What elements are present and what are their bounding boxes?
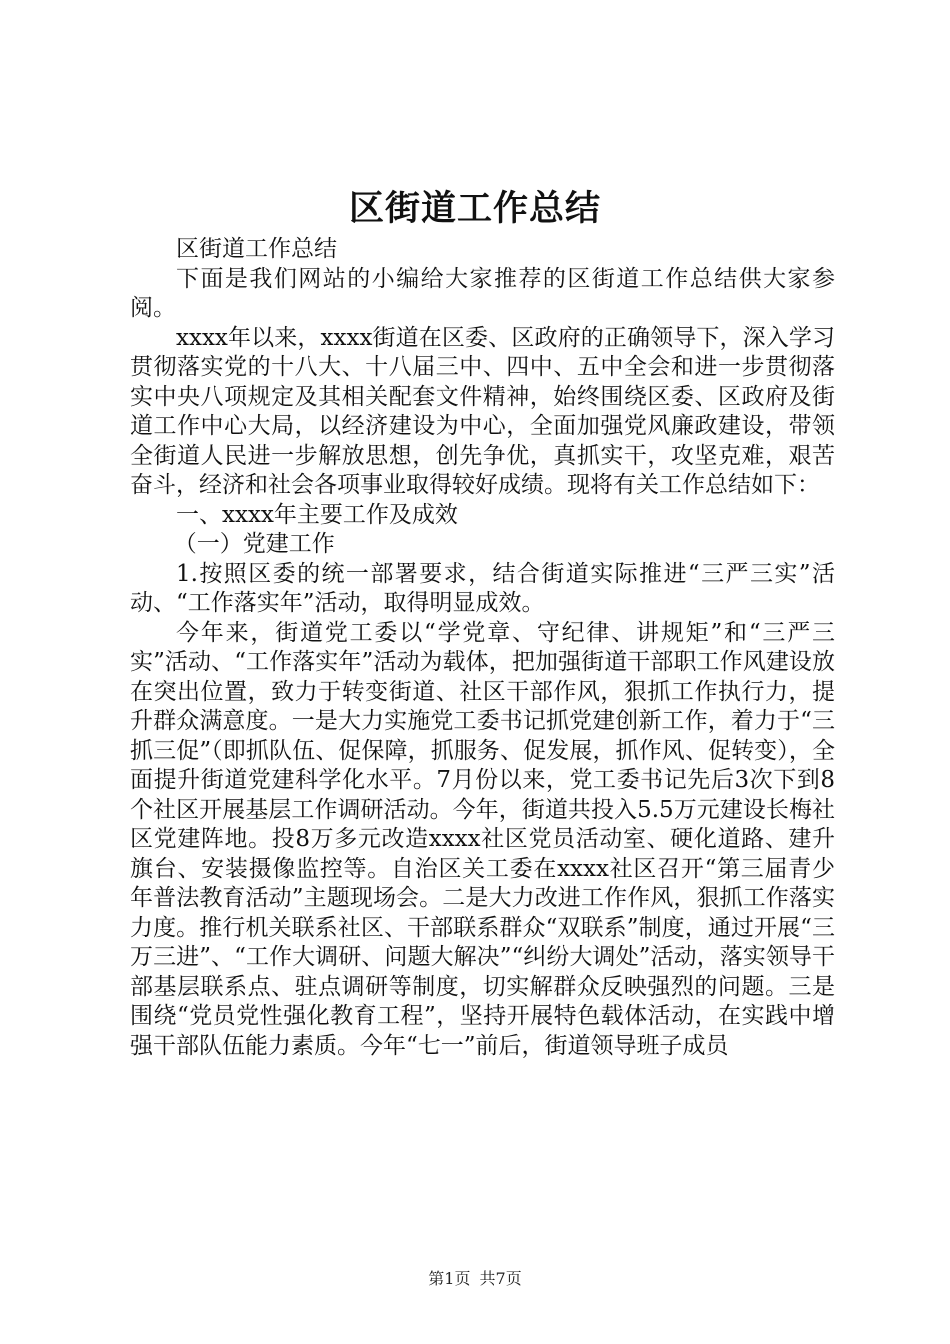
paragraph-overview: xxxx年以来，xxxx街道在区委、区政府的正确领导下，深入学习贯彻落实党的十八大、十八届三中、四中、五中全会和进一步贯彻落实中央八项规定及其相关配套文件精神，始终围绕区委、区政府及街道工作中心大局，以经济建设为中心，全面加强党风廉政建设，带领全街道人民进一步解放思想，创先争优，真抓实干，攻坚克难，艰苦奋斗，经济和社会各项事业取得较好成绩。现将有关工作总结如下： bbox=[130, 324, 835, 498]
page-total: 共7页 bbox=[479, 1269, 522, 1288]
page-footer bbox=[0, 1269, 950, 1289]
section-heading: 一、xxxx年主要工作及成效 bbox=[176, 501, 458, 528]
subsection-heading: （一）党建工作 bbox=[173, 531, 335, 557]
page-number: 第1页 bbox=[428, 1269, 471, 1288]
paragraph-item-1: 1.按照区委的统一部署要求，结合街道实际推进“三严三实”活动、“工作落实年”活动，取得明显成效。 bbox=[130, 560, 835, 616]
paragraph-subtitle: 区街道工作总结 bbox=[176, 236, 337, 262]
paragraph-intro: 下面是我们网站的小编给大家推荐的区街道工作总结供大家参阅。 bbox=[130, 265, 835, 321]
document-body bbox=[130, 235, 835, 1061]
document-title: 区街道工作总结 bbox=[348, 188, 601, 229]
paragraph-party-building: 今年来，街道党工委以“学党章、守纪律、讲规矩”和“三严三实”活动、“工作落实年”活动为载体，把加强街道干部职工作风建设放在突出位置，致力于转变街道、社区干部作风，狠抓工作执行力，提升群众满意度。一是大力实施党工委书记抓党建创新工作，着力于“三抓三促”（即抓队伍、促保障，抓服务、促发展，抓作风、促转变），全面提升街道党建科学化水平。7月份以来，党工委书记先后3次下到8个社区开展基层工作调研活动。今年，街道共投入5.5万元建设长梅社区党建阵地。投8万多元改造xxxx社区党员活动室、硬化道路、建升旗台、安装摄像监控等。自治区关工委在xxxx社区召开“第三届青少年普法教育活动”主题现场会。二是大力改进工作作风，狠抓工作落实力度。推行机关联系社区、干部联系群众“双联系”制度，通过开展“三万三进”、“工作大调研、问题大解决”“纠纷大调处”活动，落实领导干部基层联系点、驻点调研等制度，切实解群众反映强烈的问题。三是围绕“党员党性强化教育工程”，坚持开展特色载体活动，在实践中增强干部队伍能力素质。今年“七一”前后，街道领导班子成员 bbox=[130, 619, 835, 1059]
